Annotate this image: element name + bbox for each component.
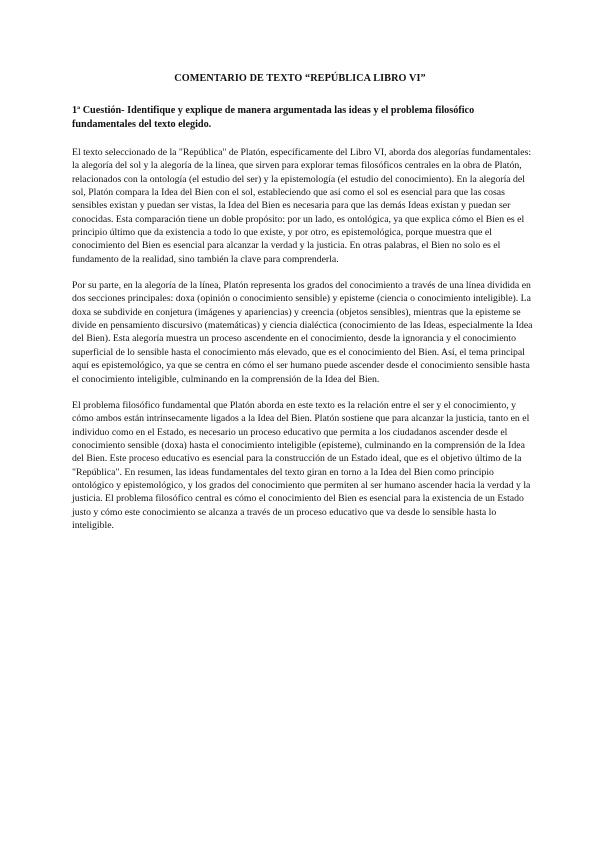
paragraph-philosophical-problem: El problema filosófico fundamental que Platón aborda en este texto es la relación entre el ser y el conocimiento, y cómo ambos están intrínsecamente ligados a la Idea del Bien. Platón sostiene que para alcanzar la justicia, tanto en el individuo como en el Estado, es necesario un proceso educativo que permita a los ciudadanos ascender desde el conocimiento sensible (doxa) hasta el conocimiento inteligible (episteme), culminando en la comprensión de la Idea del Bien. Este proceso educativo es esencial para la construcción de un Estado ideal, que es el objetivo último de la "República". En resumen, las ideas fundamentales del texto giran en torno a la Idea del Bien como principio ontológico y epistemológico, y los grados del conocimiento que permiten al ser humano ascender hacia la verdad y la justicia. El problema filosófico central es cómo el conocimiento del Bien es esencial para la existencia de un Estado justo y cómo este conocimiento se alcanza a través de un proceso educativo que va desde lo sensible hasta lo inteligible. <box>72 399 531 531</box>
document-body <box>72 146 536 545</box>
document-title: COMENTARIO DE TEXTO “REPÚBLICA LIBRO VI” <box>174 73 426 84</box>
question-heading: 1ª Cuestión- Identifique y explique de manera argumentada las ideas y el problema filosófico fundamentales del texto elegido. <box>72 105 475 130</box>
paragraph-sun-allegory: El texto seleccionado de la "República" de Platón, específicamente del Libro VI, aborda dos alegorías fundamentales: la alegoría del sol y la alegoría de la línea, que sirven para explorar temas filosóficos centrales en la obra de Platón, relacionados con la ontología (el estudio del ser) y la epistemología (el estudio del conocimiento). En la alegoría del sol, Platón compara la Idea del Bien con el sol, estableciendo que así como el sol es esencial para que las cosas sensibles existan y puedan ser vistas, la Idea del Bien es necesaria para que las demás Ideas existan y puedan ser conocidas. Esta comparación tiene un doble propósito: por un lado, es ontológica, ya que explica cómo el Bien es el principio último que da existencia a todo lo que existe, y por otro, es epistemológica, porque muestra que el conocimiento del Bien es esencial para alcanzar la verdad y la justicia. En otras palabras, el Bien no solo es el fundamento de la realidad, sino también la clave para comprenderla. <box>72 147 532 265</box>
paragraph-line-allegory: Por su parte, en la alegoría de la línea, Platón representa los grados del conocimiento a través de una línea dividida en dos secciones principales: doxa (opinión o conocimiento sensible) y episteme (ciencia o conocimiento inteligible). La doxa se subdivide en conjetura (imágenes y apariencias) y creencia (objetos sensibles), mientras que la episteme se divide en pensamiento discursivo (matemáticas) y ciencia dialéctica (conocimiento de las Ideas, especialmente la Idea del Bien). Esta alegoría muestra un proceso ascendente en el conocimiento, desde la ignorancia y el conocimiento superficial de lo sensible hasta el conocimiento más elevado, que es el conocimiento del Bien. Así, el tema principal aquí es epistemológico, ya que se centra en cómo el ser humano puede ascender desde el conocimiento sensible hasta el conocimiento inteligible, culminando en la comprensión de la Idea del Bien. <box>72 280 533 385</box>
